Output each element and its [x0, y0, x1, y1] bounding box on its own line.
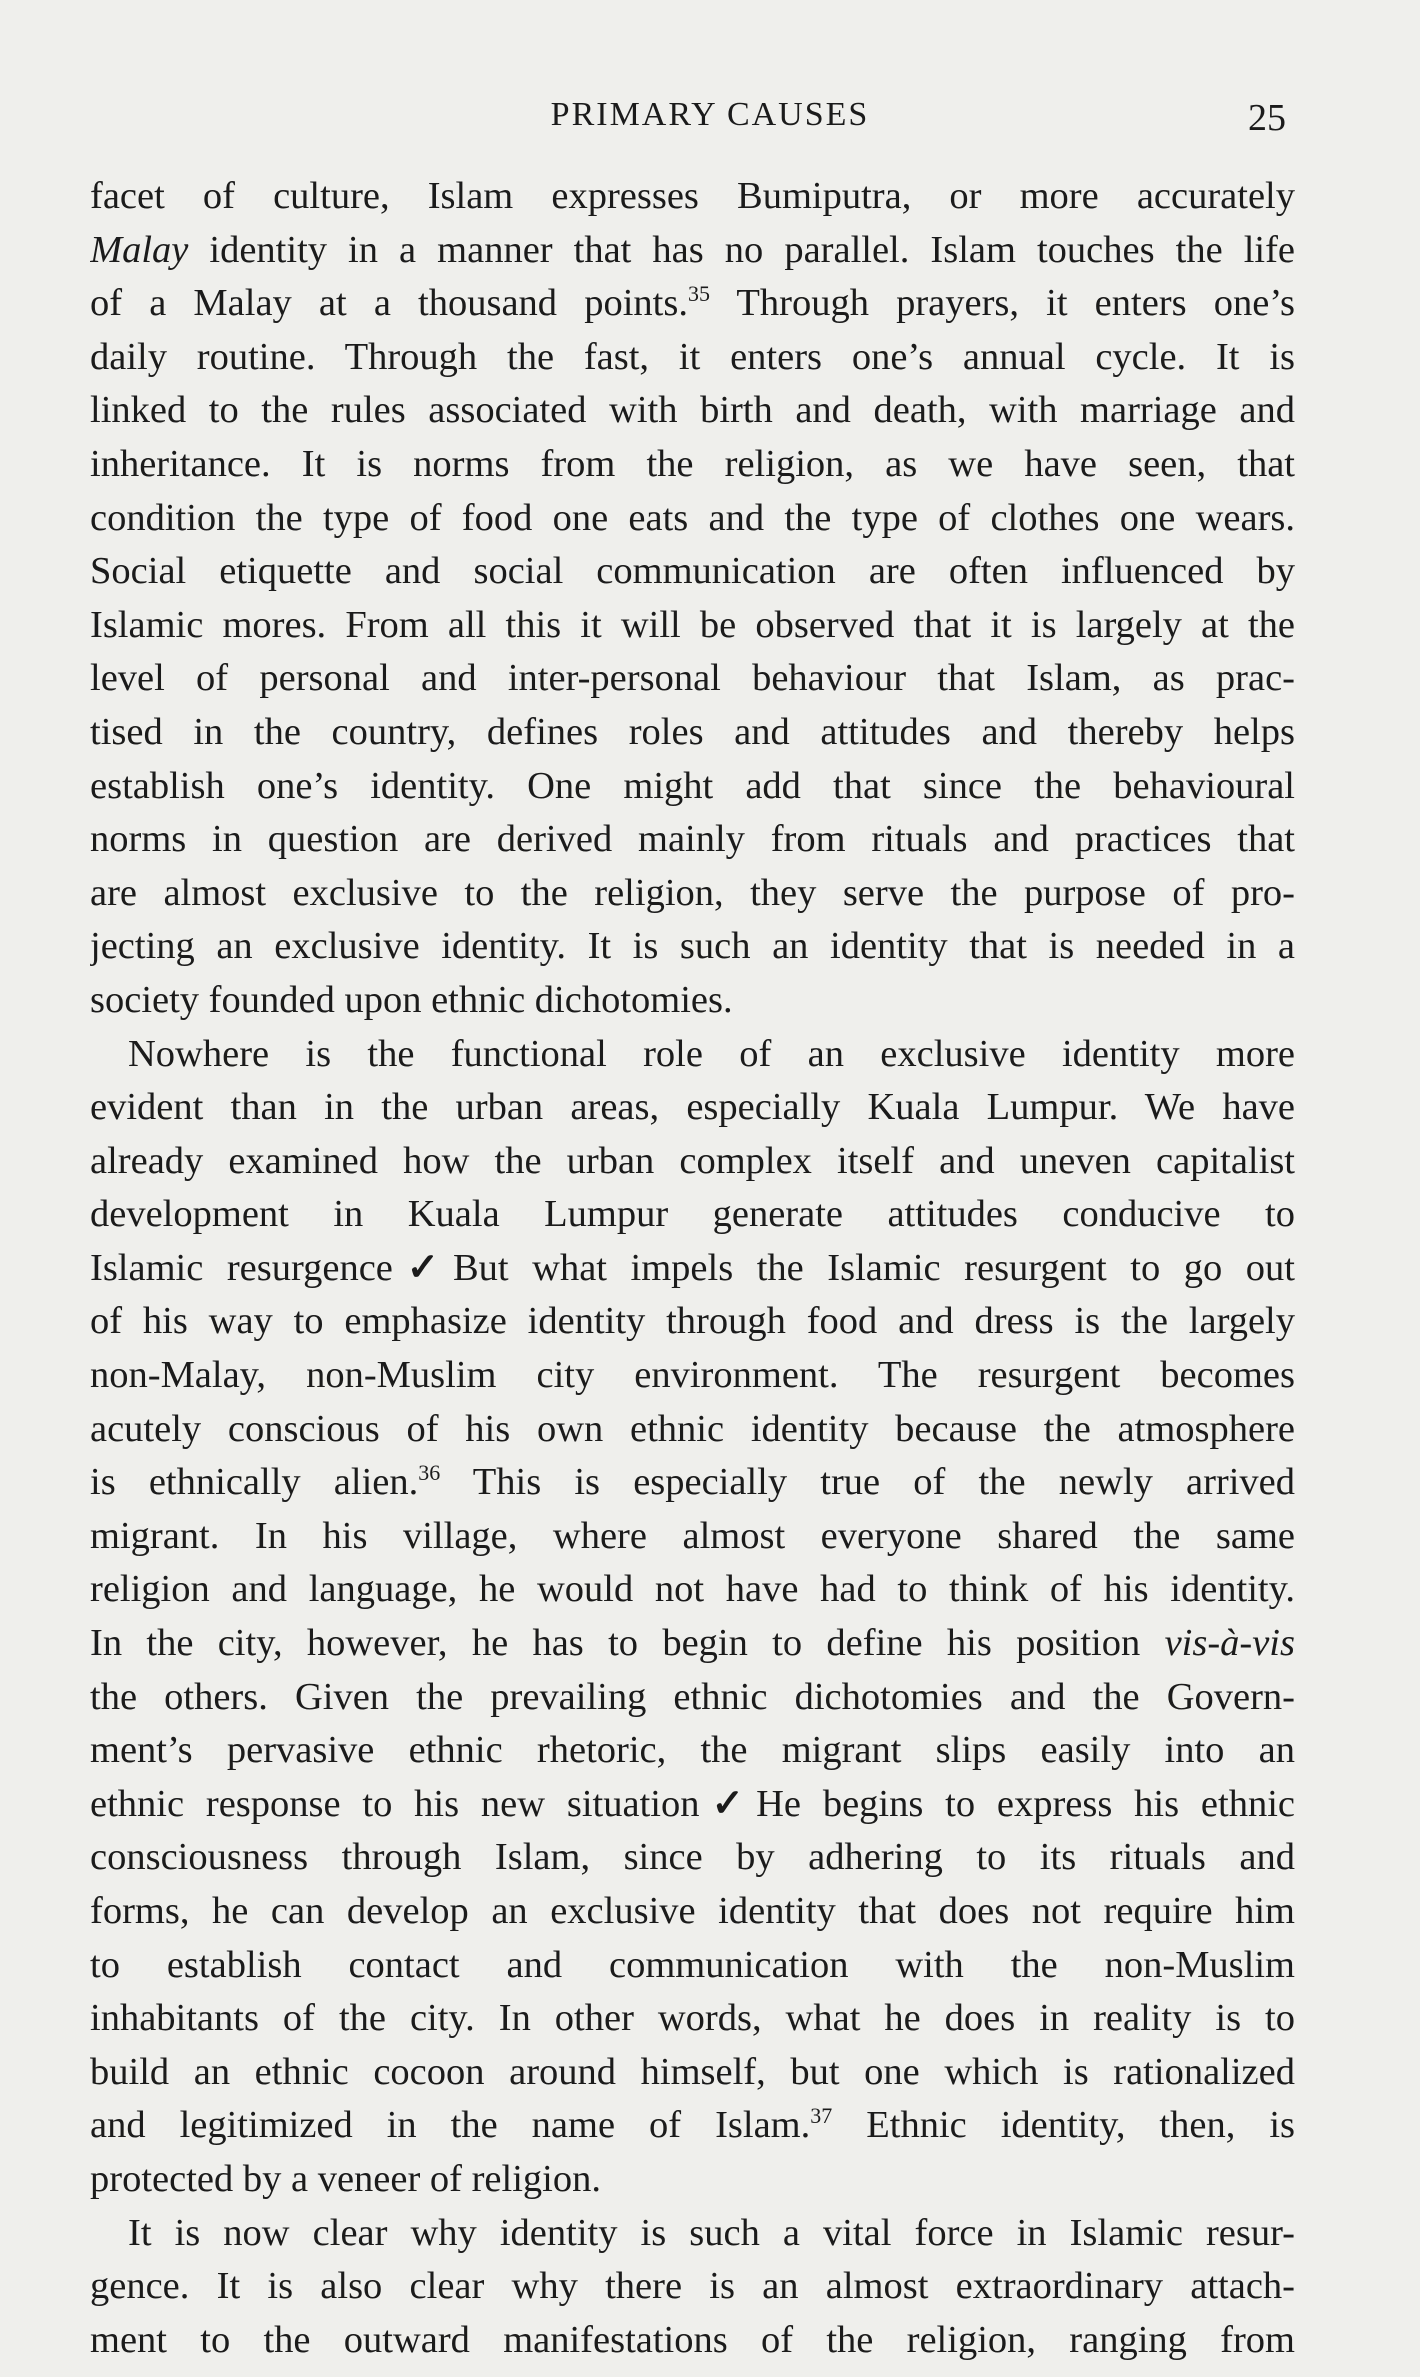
text-segment: ment to the outward manifestations of the religion, ranging from	[90, 2318, 1295, 2361]
text-line	[90, 331, 1295, 385]
text-line	[90, 813, 1295, 867]
text-segment: tised in the country, defines roles and attitudes and thereby helps	[90, 710, 1295, 753]
text-segment: Islamic resurgence	[90, 1246, 393, 1289]
text-segment: norms in question are derived mainly from rituals and practices that	[90, 818, 1295, 861]
text-segment: In the city, however, he has to begin to define his position	[90, 1622, 1165, 1665]
text-segment: Ethnic identity, then, is	[832, 2104, 1295, 2147]
text-segment: non-Malay, non-Muslim city environment. The resurgent becomes	[90, 1354, 1295, 1397]
text-line	[90, 1617, 1295, 1671]
text-line	[90, 438, 1295, 492]
text-segment: But what impels the Islamic resurgent to go out	[452, 1246, 1295, 1289]
text-segment: identity in a manner that has no parallel. Islam touches the life	[188, 228, 1295, 271]
text-segment: ment’s pervasive ethnic rhetoric, the migrant slips easily into an	[90, 1729, 1295, 1772]
text-line	[90, 2314, 1295, 2368]
text-line	[90, 1885, 1295, 1939]
text-segment: inheritance. It is norms from the religion, as we have seen, that	[90, 442, 1295, 485]
text-line	[90, 2153, 1295, 2207]
text-segment: protected by a veneer of religion.	[90, 2157, 601, 2200]
text-segment: acutely conscious of his own ethnic identity because the atmosphere	[90, 1407, 1295, 1450]
text-line	[90, 2260, 1295, 2314]
text-line	[90, 1403, 1295, 1457]
body-text	[90, 170, 1295, 2367]
text-segment: gence. It is also clear why there is an almost extraordinary attach-	[90, 2265, 1295, 2308]
text-segment: already examined how the urban complex itself and uneven capitalist	[90, 1139, 1295, 1182]
text-segment: the others. Given the prevailing ethnic dichotomies and the Govern-	[90, 1675, 1295, 1718]
text-segment: religion and language, he would not have had to think of his identity.	[90, 1568, 1295, 1611]
text-segment: Nowhere is the functional role of an exclusive identity more	[128, 1032, 1295, 1075]
text-line	[90, 1992, 1295, 2046]
text-segment: He begins to express his ethnic	[756, 1782, 1295, 1825]
page-number: 25	[1248, 97, 1286, 139]
text-segment: Islamic mores. From all this it will be observed that it is largely at the	[90, 603, 1295, 646]
text-line	[90, 384, 1295, 438]
text-line	[90, 545, 1295, 599]
text-line	[90, 2046, 1295, 2100]
italic-text: Malay	[90, 228, 189, 271]
text-line	[90, 706, 1295, 760]
text-segment: to establish contact and communication with the non-Muslim	[90, 1943, 1295, 1986]
text-segment: forms, he can develop an exclusive identity that does not require him	[90, 1890, 1295, 1932]
text-line	[90, 652, 1295, 706]
text-line	[90, 974, 1295, 1028]
text-segment: daily routine. Through the fast, it enters one’s annual cycle. It is	[90, 335, 1295, 378]
italic-text: vis-à-vis	[1164, 1622, 1295, 1665]
text-segment: This is especially true of the newly arrived	[440, 1461, 1295, 1504]
text-line	[90, 170, 1295, 224]
text-line	[90, 1188, 1295, 1242]
text-line	[90, 1081, 1295, 1135]
text-segment: establish one’s identity. One might add that since the behavioural	[90, 764, 1295, 807]
text-segment: level of personal and inter-personal behaviour that Islam, as prac-	[90, 657, 1295, 700]
checkmark-annotation: ✓	[392, 1246, 453, 1289]
text-segment: Through prayers, it enters one’s	[709, 282, 1295, 325]
text-line	[90, 1724, 1295, 1778]
text-line	[90, 2099, 1295, 2153]
text-line	[90, 2207, 1295, 2261]
text-segment: are almost exclusive to the religion, they serve the purpose of pro-	[90, 871, 1295, 914]
text-line	[90, 1510, 1295, 1564]
text-line	[90, 1778, 1295, 1832]
text-line	[90, 1831, 1295, 1885]
text-line	[90, 599, 1295, 653]
text-segment: ethnic response to his new situation	[90, 1782, 700, 1825]
text-segment: and legitimized in the name of Islam.	[90, 2104, 811, 2147]
text-line	[90, 920, 1295, 974]
text-segment: society founded upon ethnic dichotomies.	[90, 978, 733, 1021]
text-segment: is ethnically alien.	[90, 1461, 419, 1504]
footnote-ref: 35	[687, 281, 710, 307]
text-line	[90, 224, 1295, 278]
running-head: PRIMARY CAUSES	[550, 96, 870, 133]
text-segment: Social etiquette and social communication are often influenced by	[90, 550, 1295, 593]
text-segment: evident than in the urban areas, especially Kuala Lumpur. We have	[90, 1086, 1295, 1129]
footnote-ref: 37	[810, 2103, 833, 2129]
checkmark-annotation: ✓	[699, 1782, 757, 1825]
text-line	[90, 1135, 1295, 1189]
text-line	[90, 867, 1295, 921]
text-line	[90, 1671, 1295, 1725]
text-line	[90, 1242, 1295, 1296]
text-line	[90, 277, 1295, 331]
text-line	[90, 1028, 1295, 1082]
text-segment: of a Malay at a thousand points.	[90, 282, 688, 325]
footnote-ref: 36	[418, 1460, 441, 1486]
text-segment: linked to the rules associated with birth and death, with marriage and	[90, 389, 1295, 432]
text-line	[90, 1349, 1295, 1403]
text-segment: It is now clear why identity is such a vital force in Islamic resur-	[128, 2211, 1295, 2254]
text-segment: of his way to emphasize identity through food and dress is the largely	[90, 1300, 1295, 1343]
text-segment: build an ethnic cocoon around himself, but one which is rationalized	[90, 2050, 1295, 2093]
text-segment: development in Kuala Lumpur generate attitudes conducive to	[90, 1193, 1295, 1236]
text-line	[90, 1295, 1295, 1349]
text-line	[90, 1456, 1295, 1510]
text-line	[90, 1563, 1295, 1617]
text-segment: facet of culture, Islam expresses Bumiputra, or more accurately	[90, 175, 1295, 217]
text-segment: inhabitants of the city. In other words, what he does in reality is to	[90, 1997, 1295, 2040]
text-segment: consciousness through Islam, since by adhering to its rituals and	[90, 1836, 1295, 1879]
text-line	[90, 760, 1295, 814]
text-line	[90, 1939, 1295, 1993]
text-segment: condition the type of food one eats and the type of clothes one wears.	[90, 496, 1295, 539]
text-segment: jecting an exclusive identity. It is such an identity that is needed in a	[90, 925, 1295, 968]
text-segment: migrant. In his village, where almost everyone shared the same	[90, 1514, 1295, 1557]
text-line	[90, 492, 1295, 546]
